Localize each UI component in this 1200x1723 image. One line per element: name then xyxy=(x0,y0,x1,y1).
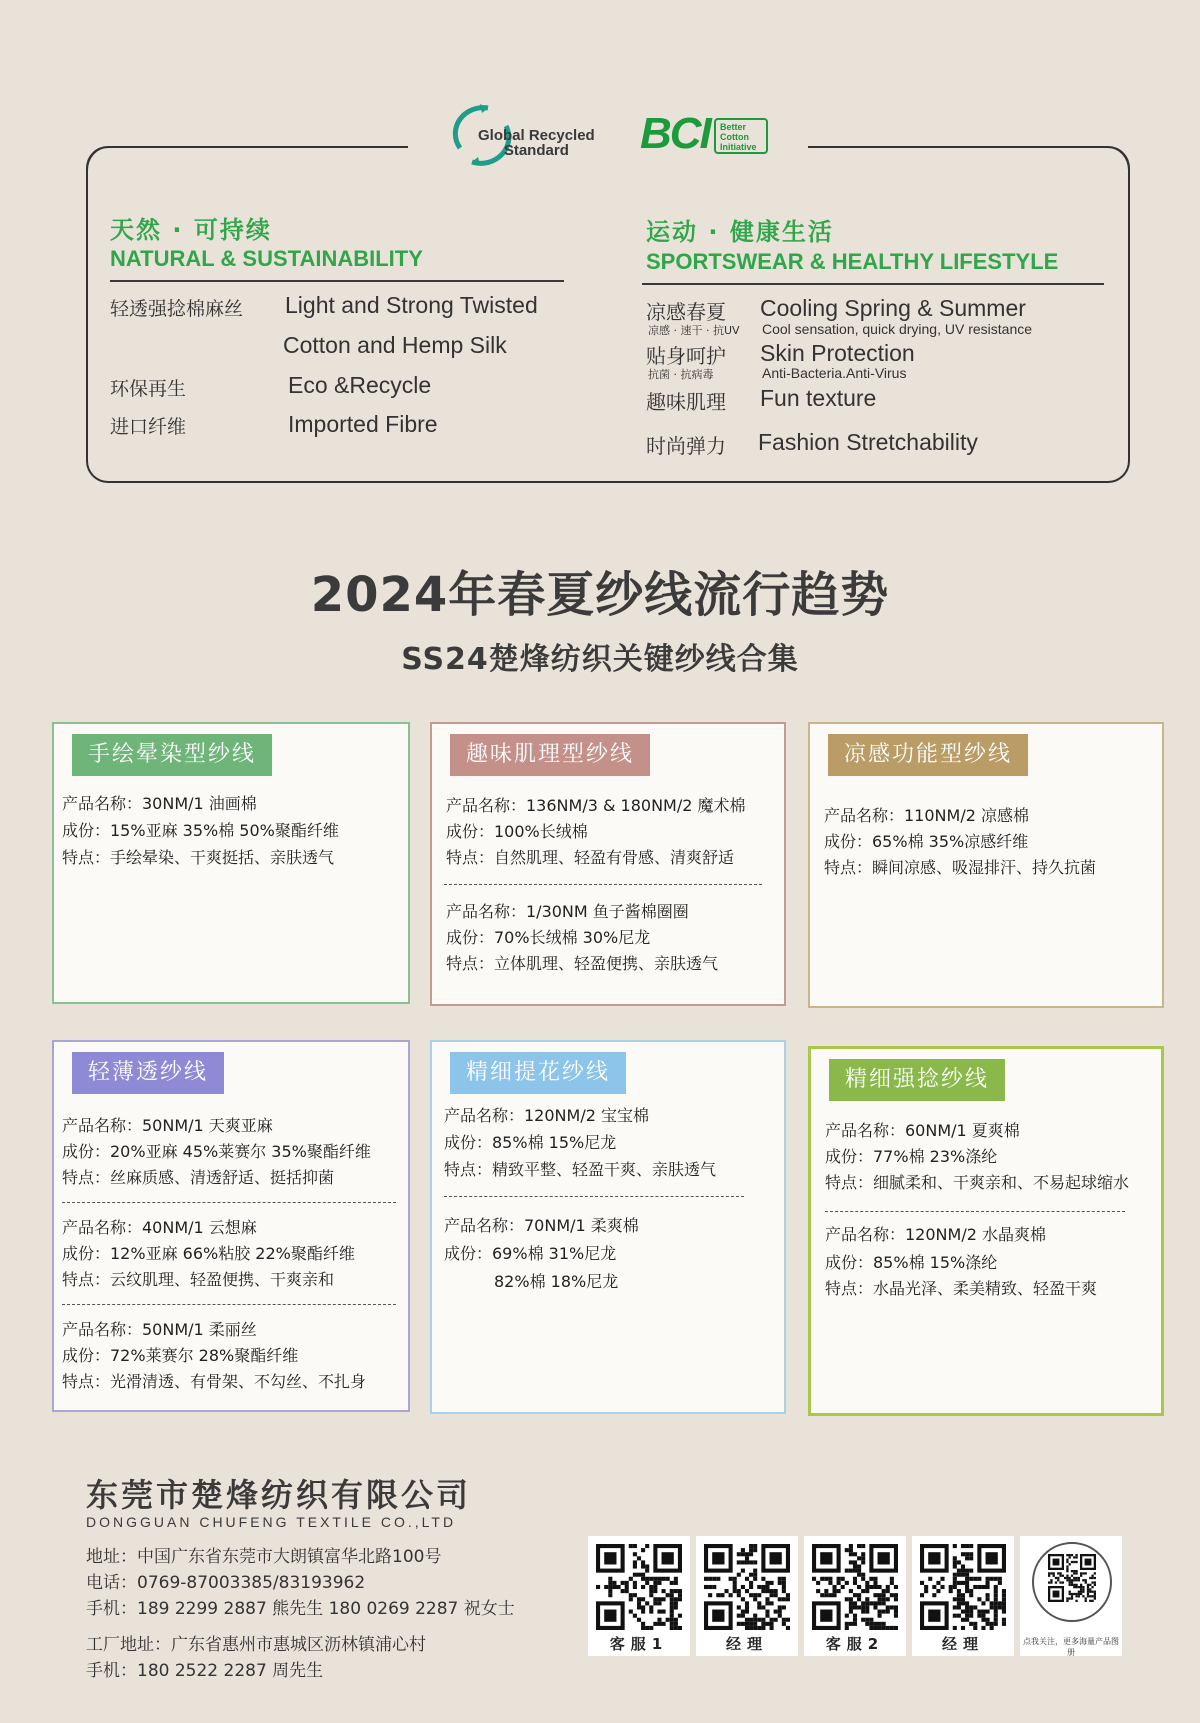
left-category-rule xyxy=(110,280,564,282)
product-divider xyxy=(444,884,762,885)
left-category-cn: 天然 · 可持续 xyxy=(110,216,272,244)
yarn-card-hand-dyed xyxy=(52,722,410,1004)
qr-code-manager-1[interactable] xyxy=(696,1536,798,1656)
product-features: 特点：丝麻质感、清透舒适、挺括抑菌 xyxy=(62,1168,335,1187)
product-name: 产品名称：70NM/1 柔爽棉 xyxy=(444,1216,639,1235)
left-feature-1-en: Light and Strong Twisted xyxy=(285,292,538,318)
product-composition: 成份：69%棉 31%尼龙 xyxy=(444,1244,617,1263)
product-name: 产品名称：110NM/2 凉感棉 xyxy=(824,806,1029,825)
yarn-card-fun-texture xyxy=(430,722,786,1006)
product-features: 特点：手绘晕染、干爽挺括、亲肤透气 xyxy=(62,848,335,867)
yarn-card-jacquard xyxy=(430,1040,786,1414)
page-title: 2024年春夏纱线流行趋势 xyxy=(310,567,890,623)
product-features: 特点：自然肌理、轻盈有骨感、清爽舒适 xyxy=(446,848,735,867)
qr-label: 客服2 xyxy=(825,1635,885,1653)
right-category-rule xyxy=(642,283,1104,285)
product-name: 产品名称：40NM/1 云想麻 xyxy=(62,1218,257,1237)
left-feature-3-cn: 环保再生 xyxy=(110,378,187,400)
left-category-en: NATURAL & SUSTAINABILITY xyxy=(110,246,423,271)
qr-code-icon xyxy=(1048,1554,1096,1602)
right-feature-3-cn: 趣味肌理 xyxy=(646,390,726,414)
card-tag: 精细提花纱线 xyxy=(450,1052,626,1094)
qr-label: 经理 xyxy=(941,1635,984,1653)
right-category-cn: 运动 · 健康生活 xyxy=(646,218,834,246)
right-feature-2-sub-cn: 抗菌 · 抗病毒 xyxy=(648,368,714,381)
right-category-en: SPORTSWEAR & HEALTHY LIFESTYLE xyxy=(646,249,1059,274)
product-name: 产品名称：60NM/1 夏爽棉 xyxy=(825,1121,1020,1140)
yarn-card-cooling xyxy=(808,722,1164,1008)
company-name-cn: 东莞市楚烽纺织有限公司 xyxy=(86,1476,472,1514)
product-features: 特点：瞬间凉感、吸湿排汗、持久抗菌 xyxy=(824,858,1097,877)
left-feature-2-en: Cotton and Hemp Silk xyxy=(283,332,507,358)
product-composition: 成份：70%长绒棉 30%尼龙 xyxy=(446,928,651,947)
product-divider xyxy=(825,1211,1125,1212)
qr-code-service-1[interactable] xyxy=(588,1536,690,1656)
product-divider xyxy=(62,1304,396,1305)
qr-caption: 点我关注，更多海量产品图册 xyxy=(1023,1637,1119,1657)
product-composition-alt: 82%棉 18%尼龙 xyxy=(494,1272,619,1291)
right-feature-2-sub-en: Anti-Bacteria.Anti-Virus xyxy=(762,365,907,381)
product-name: 产品名称：1/30NM 鱼子酱棉圈圈 xyxy=(446,902,689,921)
product-name: 产品名称：50NM/1 天爽亚麻 xyxy=(62,1116,273,1135)
card-tag: 凉感功能型纱线 xyxy=(828,734,1028,776)
product-features: 特点：细腻柔和、干爽亲和、不易起球缩水 xyxy=(825,1173,1130,1192)
factory-mobile: 手机：180 2522 2287 周先生 xyxy=(86,1661,324,1681)
card-tag: 趣味肌理型纱线 xyxy=(450,734,650,776)
company-mobile: 手机：189 2299 2887 熊先生 180 0269 2287 祝女士 xyxy=(86,1599,515,1619)
product-features: 特点：精致平整、轻盈干爽、亲肤透气 xyxy=(444,1160,717,1179)
qr-code-icon xyxy=(812,1544,898,1630)
product-features: 特点：光滑清透、有骨架、不勾丝、不扎身 xyxy=(62,1372,367,1391)
product-divider xyxy=(444,1196,744,1197)
frame-corner-left xyxy=(86,146,126,186)
qr-label: 客服1 xyxy=(609,1635,669,1653)
qr-code-icon xyxy=(596,1544,682,1630)
qr-code-catalog[interactable] xyxy=(1020,1536,1122,1656)
card-tag: 手绘晕染型纱线 xyxy=(72,734,272,776)
company-address: 地址：中国广东省东莞市大朗镇富华北路100号 xyxy=(86,1547,442,1567)
right-feature-2-en: Skin Protection xyxy=(760,340,915,366)
right-feature-1-sub-cn: 凉感 · 速干 · 抗UV xyxy=(648,324,740,337)
product-composition: 成份：65%棉 35%凉感纤维 xyxy=(824,832,1029,851)
bci-word: BCI xyxy=(640,109,710,158)
product-name: 产品名称：120NM/2 宝宝棉 xyxy=(444,1106,649,1125)
product-name: 产品名称：120NM/2 水晶爽棉 xyxy=(825,1225,1046,1244)
right-feature-4-cn: 时尚弹力 xyxy=(646,434,726,458)
bci-box-line3: Initiative xyxy=(720,142,757,152)
product-composition: 成份：20%亚麻 45%莱赛尔 35%聚酯纤维 xyxy=(62,1142,371,1161)
product-name: 产品名称：50NM/1 柔丽丝 xyxy=(62,1320,257,1339)
yarn-card-strong-twist xyxy=(808,1046,1164,1416)
left-feature-4-cn: 进口纤维 xyxy=(110,416,187,438)
product-composition: 成份：72%莱赛尔 28%聚酯纤维 xyxy=(62,1346,299,1365)
right-feature-3-en: Fun texture xyxy=(760,385,877,411)
product-composition: 成份：85%棉 15%尼龙 xyxy=(444,1133,617,1152)
product-features: 特点：水晶光泽、柔美精致、轻盈干爽 xyxy=(825,1279,1098,1298)
product-composition: 成份：85%棉 15%涤纶 xyxy=(825,1253,998,1272)
company-phone: 电话：0769-87003385/83193962 xyxy=(86,1573,366,1593)
frame-corner-right xyxy=(1090,146,1130,186)
right-feature-1-cn: 凉感春夏 xyxy=(646,300,726,324)
product-composition: 成份：77%棉 23%涤纶 xyxy=(825,1147,998,1166)
left-feature-1-cn: 轻透强捻棉麻丝 xyxy=(110,298,244,320)
left-feature-3-en: Eco &Recycle xyxy=(288,372,432,398)
page-subtitle: SS24楚烽纺织关键纱线合集 xyxy=(401,642,799,677)
product-composition: 成份：12%亚麻 66%粘胶 22%聚酯纤维 xyxy=(62,1244,355,1263)
grs-text-line2: Standard xyxy=(503,142,569,159)
product-features: 特点：云纹肌理、轻盈便携、干爽亲和 xyxy=(62,1270,335,1289)
bci-box-line2: Cotton xyxy=(720,132,749,142)
card-tag: 轻薄透纱线 xyxy=(72,1052,224,1094)
product-name: 产品名称：136NM/3 & 180NM/2 魔术棉 xyxy=(446,796,746,815)
qr-code-icon xyxy=(704,1544,790,1630)
right-feature-2-cn: 贴身呵护 xyxy=(646,344,726,368)
product-composition: 成份：100%长绒棉 xyxy=(446,822,588,841)
product-name: 产品名称：30NM/1 油画棉 xyxy=(62,794,257,813)
qr-code-manager-2[interactable] xyxy=(912,1536,1014,1656)
product-features: 特点：立体肌理、轻盈便携、亲肤透气 xyxy=(446,954,719,973)
right-feature-1-en: Cooling Spring & Summer xyxy=(760,295,1026,321)
card-tag: 精细强捻纱线 xyxy=(829,1059,1005,1101)
company-name-en: DONGGUAN CHUFENG TEXTILE CO.,LTD xyxy=(86,1514,457,1530)
yarn-card-light-sheer xyxy=(52,1040,410,1412)
product-divider xyxy=(62,1202,396,1203)
bci-box-line1: Better xyxy=(720,122,747,132)
grs-text-line1: Global Recycled xyxy=(478,127,595,144)
qr-label: 经理 xyxy=(725,1635,768,1653)
right-feature-4-en: Fashion Stretchability xyxy=(758,429,978,455)
left-feature-4-en: Imported Fibre xyxy=(288,411,438,437)
product-composition: 成份：15%亚麻 35%棉 50%聚酯纤维 xyxy=(62,821,339,840)
qr-code-service-2[interactable] xyxy=(804,1536,906,1656)
factory-address: 工厂地址：广东省惠州市惠城区沥林镇浦心村 xyxy=(86,1635,426,1655)
right-feature-1-sub-en: Cool sensation, quick drying, UV resistance xyxy=(762,321,1033,337)
qr-code-icon xyxy=(920,1544,1006,1630)
